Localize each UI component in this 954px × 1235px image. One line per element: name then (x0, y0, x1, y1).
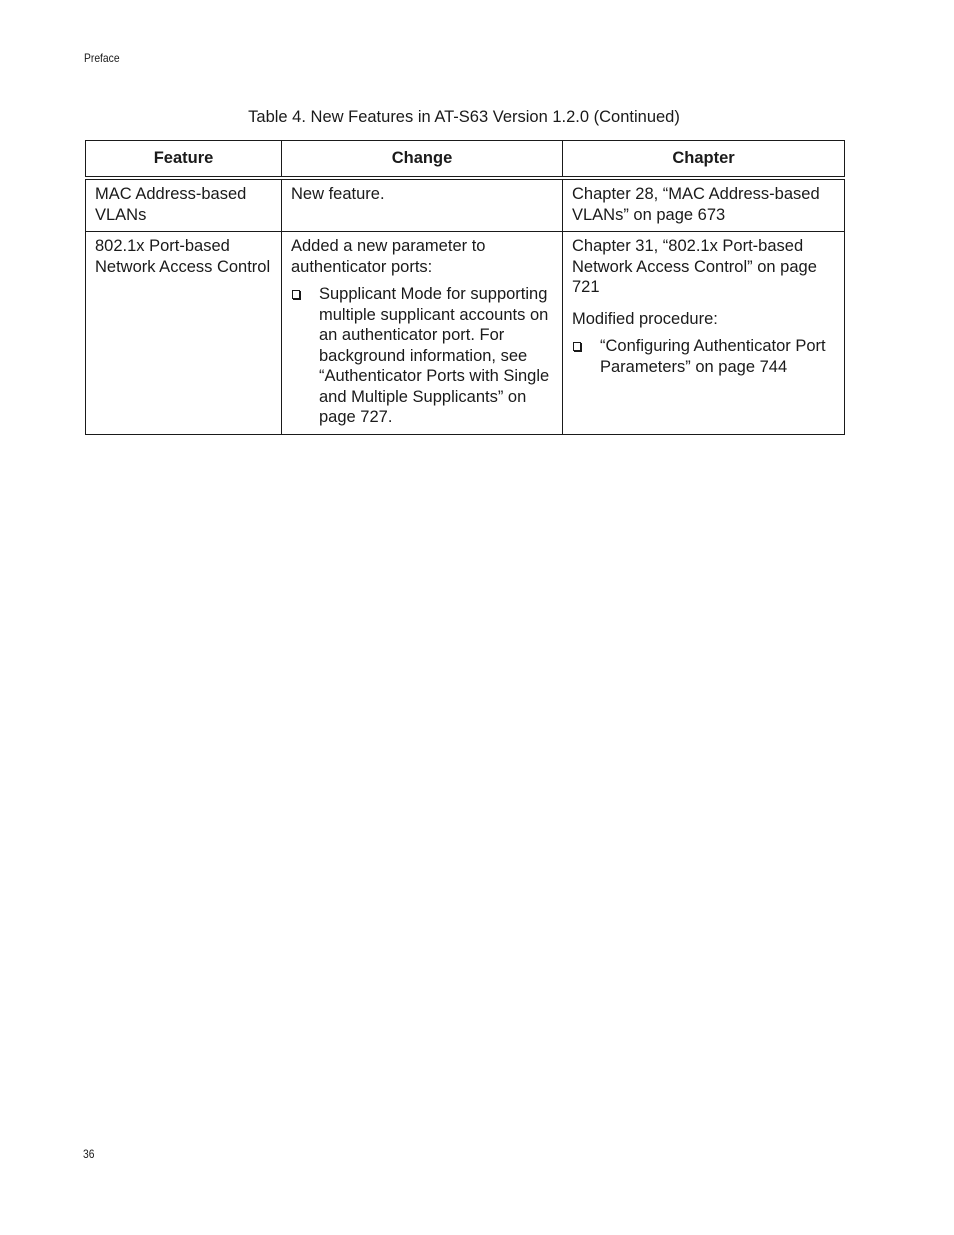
checkbox-bullet-icon (292, 290, 300, 299)
list-item (572, 336, 835, 377)
table-row (86, 178, 845, 232)
feature-text: 802.1x Port-based Network Access Control (95, 237, 271, 276)
table-row (86, 232, 845, 435)
table-header-row (86, 141, 845, 179)
running-head: Preface (84, 51, 120, 65)
cell-feature (86, 178, 282, 232)
bullet-text: “Configuring Authenticator Port Parameters” on page 744 (600, 337, 826, 376)
change-text: New feature. (291, 185, 385, 203)
header-feature: Feature (86, 141, 282, 179)
table-caption: Table 4. New Features in AT-S63 Version 1.2.0 (Continued) (248, 108, 680, 126)
chapter-bullet-list (572, 336, 835, 377)
page-number: 36 (83, 1147, 95, 1161)
header-change: Change (282, 141, 563, 179)
cell-chapter (563, 232, 845, 435)
header-chapter: Chapter (563, 141, 845, 179)
chapter-reference: Chapter 31, “802.1x Port-based Network Access Control” on page 721 (572, 237, 817, 296)
chapter-note: Modified procedure: (572, 309, 718, 328)
list-item (291, 284, 553, 428)
cell-feature (86, 232, 282, 435)
change-intro: Added a new parameter to authenticator ports: (291, 237, 486, 276)
chapter-reference: Chapter 28, “MAC Address-based VLANs” on page 673 (572, 185, 820, 224)
checkbox-bullet-icon (573, 342, 581, 351)
cell-change (282, 232, 563, 435)
cell-chapter (563, 178, 845, 232)
feature-text: MAC Address-based VLANs (95, 185, 247, 224)
features-table (85, 140, 845, 435)
change-bullet-list (291, 284, 553, 428)
bullet-text: Supplicant Mode for supporting multiple supplicant accounts on an authenticator port. For background information, see “Authenticator Ports with Single and Multiple Supplicants” on page 727. (319, 285, 550, 426)
cell-change (282, 178, 563, 232)
